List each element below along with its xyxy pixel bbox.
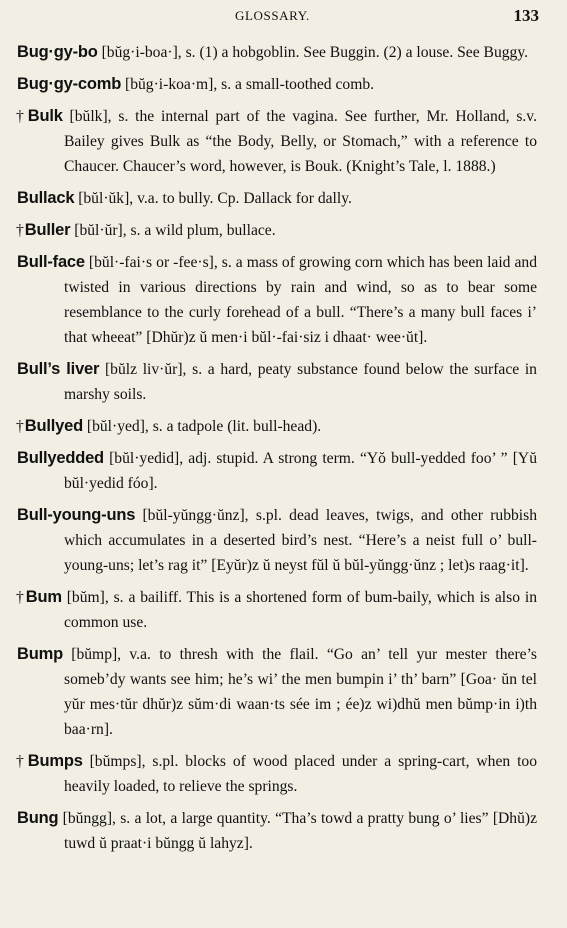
headword: Bull’s liver xyxy=(17,360,100,378)
definition: [bŭmp], v.a. to thresh with the flail. “Go an’ tell yur mester there’s someb’dy wants see him; he’s wi’ the men bumpin i’ th’ barn” [Goa· ŭn tel yŭr mes·tŭr dhŭr)z sŭm·di waan·ts sée im ; ée)z wi)dhŭ men bŭmp·in i)th baa·rn]. xyxy=(62,646,537,738)
headword: Bung xyxy=(17,809,59,827)
headword: Bull-young-uns xyxy=(17,506,136,524)
glossary-entry xyxy=(16,186,537,211)
definition: [bŭl·ŭr], s. a wild plum, bullace. xyxy=(70,222,276,239)
glossary-entry xyxy=(16,446,537,496)
definition: [bŭngg], s. a lot, a large quantity. “Tha’s towd a pratty bung o’ lies” [Dhŭ)z tuwd ŭ praat·i bŭngg ŭ lahyz]. xyxy=(58,810,537,852)
glossary-entry xyxy=(16,642,537,742)
headword: Bullyedded xyxy=(17,449,104,467)
page-number: 133 xyxy=(513,6,539,25)
headword: Bug·gy-comb xyxy=(17,75,122,93)
page-header xyxy=(0,6,567,28)
glossary-entry xyxy=(16,414,537,439)
glossary-entry xyxy=(16,40,537,65)
dagger-mark: † xyxy=(16,418,24,435)
glossary-entry xyxy=(16,72,537,97)
running-head: GLOSSARY. xyxy=(235,8,310,23)
glossary-entry xyxy=(16,806,537,856)
dagger-mark: † xyxy=(16,589,25,606)
headword: Bump xyxy=(17,645,63,663)
dagger-mark: † xyxy=(16,222,24,239)
definition: [bŭl·yedid], adj. stupid. A strong term. “Yŏ bull-yedded foo’ ” [Yŭ bŭl·yedid fóo]. xyxy=(64,450,537,492)
headword: Bum xyxy=(25,588,62,606)
glossary-entry xyxy=(16,250,537,350)
definition: [bŭmps], s.pl. blocks of wood placed under a spring-cart, when too heavily loaded, to relieve the springs. xyxy=(64,753,537,795)
headword: Bullyed xyxy=(24,417,83,435)
headword: Buller xyxy=(24,221,71,239)
headword: Bug·gy-bo xyxy=(17,43,98,61)
dagger-mark: † xyxy=(16,108,27,125)
definition: [bŭl·yed], s. a tadpole (lit. bull-head). xyxy=(83,418,322,435)
glossary-entries xyxy=(16,40,537,863)
headword: Bullack xyxy=(17,189,75,207)
definition: [bŭg·i-boa·], s. (1) a hobgoblin. See Buggin. (2) a louse. See Buggy. xyxy=(97,44,529,61)
definition: [bŭg·i-koa·m], s. a small-toothed comb. xyxy=(121,76,375,93)
definition: [bŭl·ŭk], v.a. to bully. Cp. Dallack for dally. xyxy=(74,190,352,207)
definition: [bŭlk], s. the internal part of the vagina. See further, Mr. Holland, s.v. Bailey gives Bulk as “the Body, Belly, or Stomach,” with a reference to Chaucer. Chaucer’s word, however, is Bouk. (Knight’s Tale, l. 1888.) xyxy=(62,108,537,175)
glossary-entry xyxy=(16,104,537,179)
glossary-entry xyxy=(16,503,537,578)
dagger-mark: † xyxy=(16,753,27,770)
glossary-entry xyxy=(16,749,537,799)
definition: [bŭl·-fai·s or -fee·s], s. a mass of growing corn which has been laid and twisted in various directions by rain and wind, so as to bear some resemblance to the curly forehead of a bull. “There’s a many bull faces i’ that wheeat” [Dhŭr)z ŭ men·i bŭl·-fai·siz i dhaat· wee·ŭt]. xyxy=(64,254,537,346)
headword: Bumps xyxy=(27,752,83,770)
definition: [bŭm], s. a bailiff. This is a shortened form of bum-baily, which is also in common use. xyxy=(61,589,537,631)
glossary-entry xyxy=(16,218,537,243)
headword: Bulk xyxy=(27,107,63,125)
headword: Bull-face xyxy=(17,253,85,271)
definition: [bŭlz liv·ŭr], s. a hard, peaty substance found below the surface in marshy soils. xyxy=(64,361,537,403)
definition: [bŭl-yŭngg·ŭnz], s.pl. dead leaves, twigs, and other rubbish which accumulates in a deserted bird’s nest. “Here’s a neist full o’ bull-young-uns; let’s rag it” [Eyŭr)z ŭ neyst fŭl ŭ bŭl-yŭngg·ŭnz ; let)s raag·it]. xyxy=(64,507,537,574)
glossary-entry xyxy=(16,585,537,635)
glossary-entry xyxy=(16,357,537,407)
